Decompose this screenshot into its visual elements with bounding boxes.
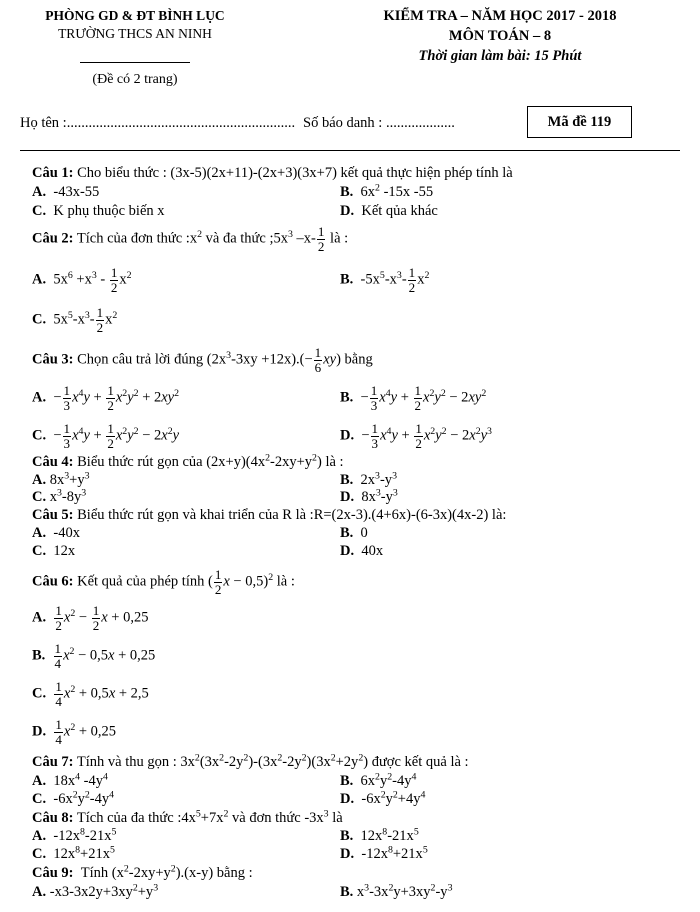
option-letter: D.: [32, 723, 47, 740]
question-text: Tích của đa thức :4x: [76, 810, 196, 826]
q4-option-c: C. $x^3-8y^3$: [32, 487, 87, 505]
q6-option-c: C. $\frac{1}{4}$ $x^2 + 0,5x + 2,5$: [32, 679, 149, 709]
sbd-dots: ...................: [385, 115, 455, 131]
exam-code-box: Mã đề 119: [527, 106, 632, 138]
question-text: Tính (x: [80, 865, 124, 881]
option-letter: D.: [340, 846, 355, 862]
question-text: Chọn câu trả lời đúng (2x: [77, 351, 227, 368]
name-dots: ...............................................................: [66, 115, 296, 131]
question-3: Câu 3: Chọn câu trả lời đúng $(2x^3-3xy +12x).(-$ $\frac{1}{6}$ xy) bằng: [32, 345, 373, 375]
question-text: là :: [325, 454, 344, 470]
question-1: [32, 165, 513, 182]
question-label: Câu 8:: [32, 810, 74, 826]
option-letter: B.: [340, 184, 354, 200]
option-letter: A.: [32, 184, 47, 200]
question-5: [32, 507, 506, 524]
option-letter: A.: [32, 271, 47, 288]
q5-option-d: [340, 543, 383, 560]
option-text: 12x: [53, 543, 76, 559]
option-text: -43x-55: [53, 184, 100, 200]
q8-option-c: C. $12x^8+21x^5$: [32, 844, 115, 862]
q9-option-b: B. $x^3-3x^2y+3xy^2-y^3$: [340, 882, 453, 900]
sbd-label: Số báo danh :: [303, 115, 383, 131]
question-label: Câu 4:: [32, 454, 74, 470]
q6-option-a: A. $\frac{1}{2}$ $x^2$ − $\frac{1}{2}$ x + 0,25: [32, 603, 149, 633]
option-letter: A.: [32, 773, 47, 789]
q5-option-a: [32, 525, 80, 542]
q3-option-d: D. − $\frac{1}{3}$ $x^4y$ + $\frac{1}{2}$ $x^2y^2 - 2x^2y^3$: [340, 421, 492, 451]
option-letter: D.: [340, 543, 355, 559]
q1-option-a: [32, 184, 99, 201]
question-text: bằng: [344, 351, 373, 368]
question-text: Kết quả của phép tính (: [77, 573, 213, 590]
question-label: Câu 6:: [32, 573, 74, 590]
q2-option-c: C. $5x^5-x^3-$ $\frac{1}{2}$ $x^2$: [32, 305, 118, 335]
question-9: Câu 9: Tính $(x^2-2xy+y^2).(x-y)$ bằng :: [32, 863, 253, 881]
option-letter: B.: [340, 828, 354, 844]
option-letter: A.: [32, 472, 47, 488]
q4-option-a: A. $8x^3+y^3$: [32, 470, 90, 488]
option-letter: B.: [32, 647, 46, 664]
q8-option-a: A. $-12x^8-21x^5$: [32, 826, 117, 844]
q8-option-d: D. $-12x^8+21x^5$: [340, 844, 428, 862]
exam-title: KIỂM TRA – NĂM HỌC 2017 - 2018: [383, 8, 617, 24]
option-letter: C.: [32, 427, 47, 444]
option-letter: C.: [32, 311, 47, 328]
q6-option-b: B. $\frac{1}{4}$ $x^2 - 0,5x + 0,25$: [32, 641, 156, 671]
q3-option-a: A. − $\frac{1}{3}$ $x^4y$ + $\frac{1}{2}$ $x^2y^2 + 2xy^2$: [32, 383, 180, 413]
option-letter: B.: [340, 389, 354, 406]
q1-option-b: B. $6x^2$ -15x -55: [340, 182, 434, 200]
question-text: là: [332, 810, 343, 826]
exam-subject: MÔN TOÁN – 8: [448, 28, 552, 44]
q4-option-b: B. $2x^3-y^3$: [340, 470, 397, 488]
q5-option-b: [340, 525, 368, 542]
question-label: Câu 2:: [32, 230, 74, 247]
option-letter: D.: [340, 203, 355, 219]
option-letter: C.: [32, 489, 47, 505]
option-letter: B.: [340, 472, 354, 488]
option-letter: A.: [32, 525, 47, 541]
option-text: 40x: [361, 543, 384, 559]
question-text: được kết quả là :: [371, 754, 469, 770]
header-divider: [80, 62, 190, 63]
question-text: là :: [330, 230, 349, 247]
option-letter: D.: [340, 489, 355, 505]
q8-option-b: B. $12x^8-21x^5$: [340, 826, 419, 844]
option-text: K phụ thuộc biến x: [53, 203, 165, 219]
q3-option-b: B. − $\frac{1}{3}$ $x^4y$ + $\frac{1}{2}$ $x^2y^2 - 2xy^2$: [340, 383, 487, 413]
question-label: Câu 7:: [32, 754, 74, 770]
option-text: 0: [360, 525, 368, 541]
question-text: Tính và thu gọn : 3x: [76, 754, 195, 770]
pages-note: (Đề có 2 trang): [92, 72, 178, 87]
question-text: bằng :: [216, 865, 253, 881]
option-letter: A.: [32, 828, 47, 844]
question-8: Câu 8: Tích của đa thức $:4x^5+7x^2$ và đơn thức $-3x^3$ là: [32, 808, 343, 826]
q4-option-d: D. $8x^3-y^3$: [340, 487, 398, 505]
q2-option-a: A. $5x^6 +x^3$ - $\frac{1}{2}$ $x^2$: [32, 265, 132, 295]
option-letter: B.: [340, 525, 354, 541]
question-2: Câu 2: Tích của đơn thức $:x^2$ và đa thức $;5x^3$ –x- $\frac{1}{2}$ là :: [32, 224, 349, 254]
dept-name: PHÒNG GD & ĐT BÌNH LỤC: [45, 8, 225, 23]
option-letter: C.: [32, 685, 47, 702]
q1-option-d: [340, 203, 438, 220]
q1-option-c: [32, 203, 165, 220]
student-name-line: [20, 115, 295, 132]
question-text: Biểu thức rút gọn của (2x+y)(4x: [77, 454, 266, 470]
q7-option-a: A. $18x^4$ $-4y^4$: [32, 771, 108, 789]
question-text: và đa thức ;5x: [205, 230, 288, 247]
question-text: Cho biểu thức : (3x-5)(2x+11)-(2x+3)(3x+7) kết quả thực hiện phép tính là: [77, 165, 513, 181]
q7-option-b: B. $6x^2y^2-4y^4$: [340, 771, 417, 789]
question-text: là :: [276, 573, 295, 590]
option-letter: A.: [32, 389, 47, 406]
q2-option-b: B. $-5x^5-x^3-$ $\frac{1}{2}$ $x^2$: [340, 265, 430, 295]
option-letter: C.: [32, 543, 47, 559]
option-letter: B.: [340, 271, 354, 288]
option-text: Kết qủa khác: [361, 203, 438, 219]
question-4: Câu 4: Biểu thức rút gọn của $(2x+y)(4x^2-2xy+y^2)$ là :: [32, 452, 344, 470]
section-divider: [20, 150, 680, 151]
school-name: TRƯỜNG THCS AN NINH: [58, 26, 212, 41]
exam-time: Thời gian làm bài: 15 Phút: [418, 48, 582, 64]
q7-option-d: D. $-6x^2y^2+4y^4$: [340, 789, 426, 807]
question-label: Câu 9:: [32, 865, 74, 881]
option-letter: D.: [340, 427, 355, 444]
name-label: Họ tên :: [20, 115, 67, 131]
q5-option-c: [32, 543, 75, 560]
question-label: Câu 5:: [32, 507, 74, 523]
question-text: Biểu thức rút gọn và khai triển của R là :R=(2x-3).(4+6x)-(6-3x)(4x-2) là:: [77, 507, 507, 523]
option-letter: B.: [340, 773, 354, 789]
option-letter: A.: [32, 609, 47, 626]
option-letter: C.: [32, 203, 47, 219]
question-label: Câu 1:: [32, 165, 74, 181]
option-letter: B.: [340, 884, 354, 900]
sbd-line: [303, 115, 455, 132]
question-7: Câu 7: Tính và thu gọn : $3x^2(3x^2-2y^2)-(3x^2-2y^2)(3x^2+2y^2)$ được kết quả là :: [32, 752, 469, 770]
option-letter: C.: [32, 846, 47, 862]
q3-option-c: C. − $\frac{1}{3}$ $x^4y$ + $\frac{1}{2}$ $x^2y^2 - 2x^2y$: [32, 421, 180, 451]
q7-option-c: C. $-6x^2y^2-4y^4$: [32, 789, 115, 807]
question-label: Câu 3:: [32, 351, 74, 368]
option-letter: D.: [340, 791, 355, 807]
option-letter: A.: [32, 884, 47, 900]
option-text: -40x: [53, 525, 80, 541]
option-letter: C.: [32, 791, 47, 807]
question-6: Câu 6: Kết quả của phép tính ( $\frac{1}{2}$ x − 0,5)$^2$ là :: [32, 567, 295, 597]
question-text: Tích của đơn thức :x: [76, 230, 198, 247]
q6-option-d: D. $\frac{1}{4}$ $x^2 + 0,25$: [32, 717, 117, 747]
q9-option-a: A. $-x3-3x2y+3xy^2+y^3$: [32, 882, 159, 900]
